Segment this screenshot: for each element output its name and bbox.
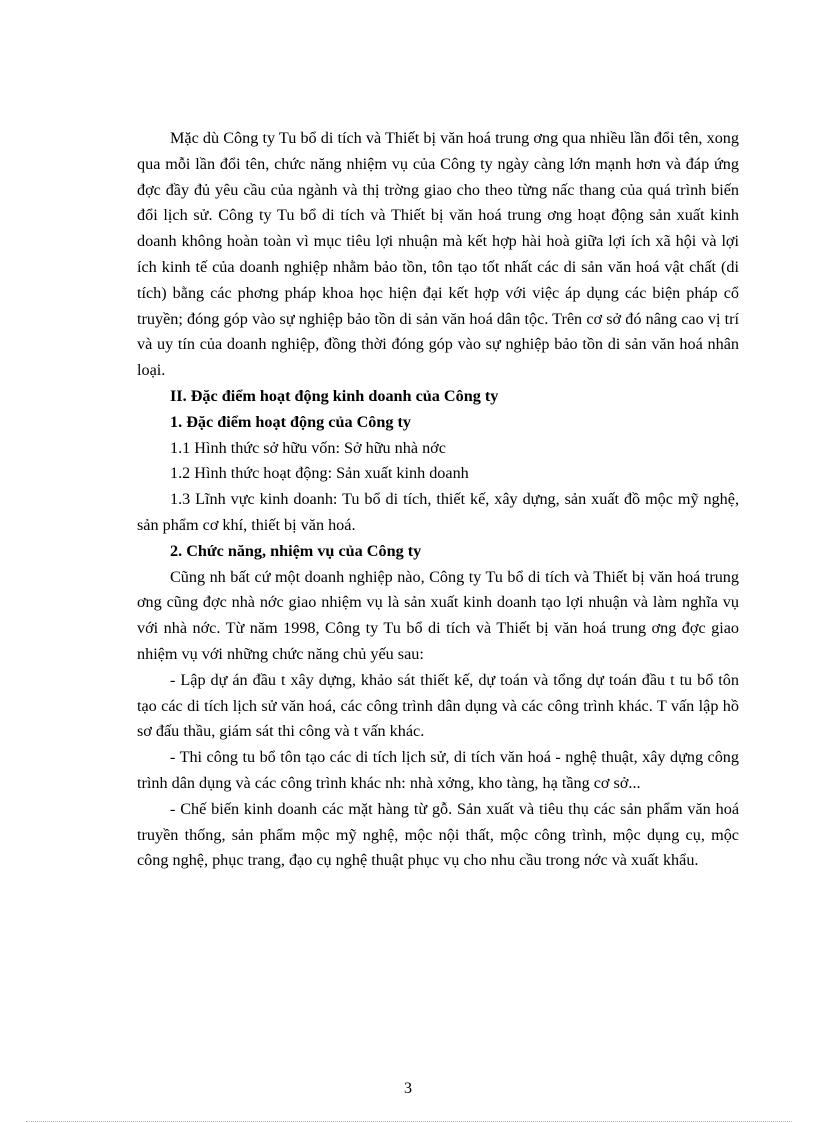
paragraph-business-field: 1.3 Lĩnh vực kinh doanh: Tu bổ di tích, thiết kế, xây dựng, sản xuất đồ mộc mỹ nghệ, sản phẩm cơ khí, thiết bị văn hoá. [137, 490, 739, 534]
paragraph-ownership: 1.1 Hình thức sở hữu vốn: Sở hữu nhà nớc [170, 438, 446, 457]
section-heading-ii: II. Đặc điểm hoạt động kinh doanh của Công ty [170, 386, 499, 405]
paragraph-functions-intro: Cũng nh bất cứ một doanh nghiệp nào, Công ty Tu bổ di tích và Thiết bị văn hoá trung ơng cũng đợc nhà nớc giao nhiệm vụ là sản xuất kinh doanh tạo lợi nhuận và làm nghĩa vụ với nhà nớc. Từ năm 1998, Công ty Tu bổ di tích và Thiết bị văn hoá trung ơng đợc giao nhiệm vụ với những chức năng chủ yếu sau: [137, 567, 739, 663]
page-number: 3 [404, 1080, 412, 1097]
page-bottom-divider [26, 1121, 792, 1122]
subsection-heading-1: 1. Đặc điểm hoạt động của Công ty [170, 412, 412, 431]
body-text [137, 126, 739, 874]
list-item: - Chế biến kinh doanh các mặt hàng từ gỗ. Sản xuất và tiêu thụ các sản phẩm văn hoá truyền thống, sản phẩm mộc mỹ nghệ, mộc nội thất, mộc công trình, mộc dụng cụ, mộc công nghệ, phục trang, đạo cụ nghệ thuật phục vụ cho nhu cầu trong nớc và xuất khẩu. [137, 799, 739, 870]
list-item: - Lập dự án đầu t xây dựng, khảo sát thiết kế, dự toán và tổng dự toán đầu t tu bổ tôn tạo các di tích lịch sử văn hoá, các công trình dân dụng và các công trình khác. T vấn lập hồ sơ đấu thầu, giám sát thi công và t vấn khác. [137, 670, 739, 741]
subsection-heading-2: 2. Chức năng, nhiệm vụ của Công ty [170, 541, 422, 560]
intro-paragraph: Mặc dù Công ty Tu bổ di tích và Thiết bị văn hoá trung ơng qua nhiều lần đổi tên, xong qua mỗi lần đổi tên, chức năng nhiệm vụ của Công ty ngày càng lớn mạnh hơn và đáp ứng đợc đầy đủ yêu cầu của ngành và thị trờng giao cho theo từng nấc thang của quá trình biến đổi lịch sử. Công ty Tu bổ di tích và Thiết bị văn hoá trung ơng hoạt động sản xuất kinh doanh không hoàn toàn vì mục tiêu lợi nhuận mà kết hợp hài hoà giữa lợi ích xã hội và lợi ích kinh tế của doanh nghiệp nhằm bảo tồn, tôn tạo tốt nhất các di sản văn hoá vật chất (di tích) bằng các phơng pháp khoa học hiện đại kết hợp với việc áp dụng các biện pháp cổ truyền; đóng góp vào sự nghiệp bảo tồn di sản văn hoá dân tộc. Trên cơ sở đó nâng cao vị trí và uy tín của doanh nghiệp, đồng thời đóng góp vào sự nghiệp bảo tồn di sản văn hoá nhân loại. [137, 129, 739, 380]
paragraph-operation-form: 1.2 Hình thức hoạt động: Sản xuất kinh doanh [170, 464, 469, 483]
list-item: - Thi công tu bổ tôn tạo các di tích lịch sử, di tích văn hoá - nghệ thuật, xây dựng công trình dân dụng và các công trình khác nh: nhà xởng, kho tàng, hạ tầng cơ sở... [137, 748, 739, 792]
